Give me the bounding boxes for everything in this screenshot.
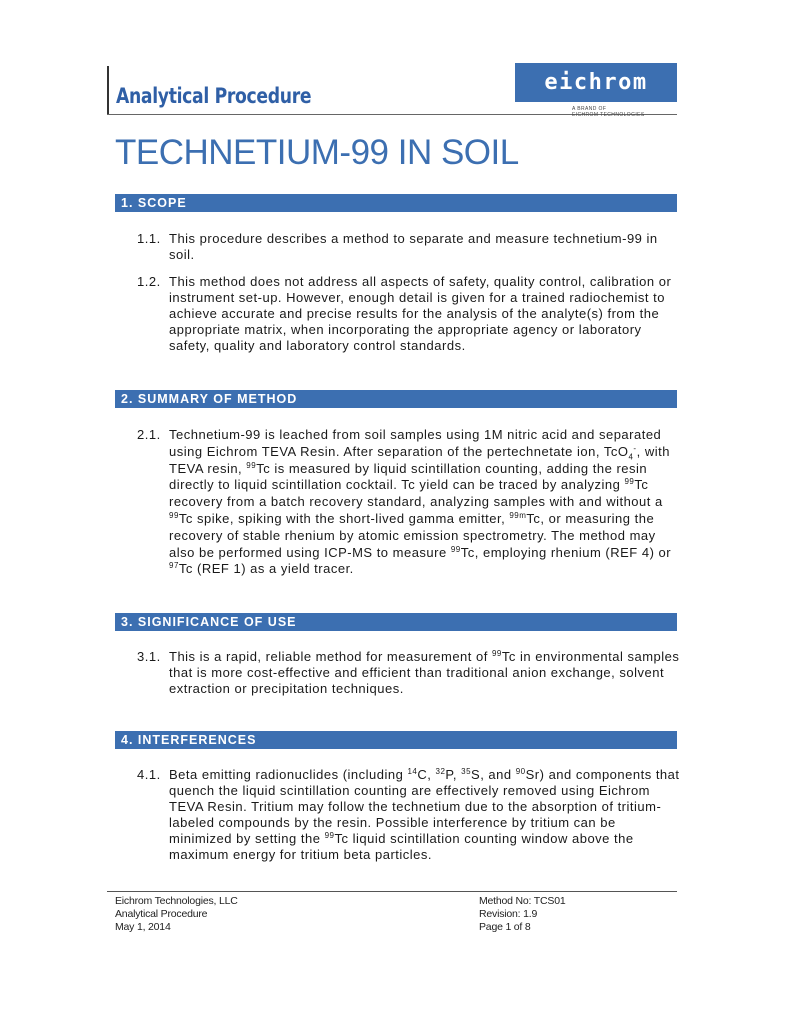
header-label: Analytical Procedure xyxy=(116,84,312,108)
text-run: Tc in environmental samples that is more cost-effective and efficient than traditional anion exchange, solvent extraction or precipitation techniques. xyxy=(169,649,680,696)
footer-method-number: Method No: TCS01 xyxy=(479,895,566,907)
logo-text: eichrom xyxy=(544,70,648,95)
footer-right xyxy=(479,895,566,934)
text-run: Tc (REF 1) as a yield tracer. xyxy=(178,561,354,577)
paragraph-text: This procedure describes a method to separate and measure technetium-99 in soil. xyxy=(169,231,658,262)
section-heading-scope: 1. SCOPE xyxy=(115,194,677,212)
superscript: 90 xyxy=(515,767,526,776)
text-run: Technetium-99 is leached from soil samples using 1M nitric acid and separated using Eichrom TEVA Resin. After separation of the pertechnetate ion, TcO xyxy=(169,427,662,459)
footer-revision: Revision: 1.9 xyxy=(479,908,538,920)
text-run: P, xyxy=(445,767,462,782)
superscript: 14 xyxy=(407,767,418,776)
superscript: - xyxy=(633,443,637,453)
paragraph-number: 3.1. xyxy=(137,649,161,664)
superscript: 99m xyxy=(509,510,527,520)
logo-tagline-line: EICHROM TECHNOLOGIES xyxy=(572,112,645,118)
paragraph-text xyxy=(169,427,682,578)
superscript: 99 xyxy=(169,510,179,520)
text-run: Sr) and components that quench the liquid scintillation counting are effectively removed using Eichrom TEVA Resin. Tritium may follow the technetium due to the absorption of tritium-labeled compounds by the resin. Possible interference by tritium can be minimized by setting the xyxy=(169,767,680,846)
footer-left xyxy=(115,895,238,934)
text-run: S, and xyxy=(471,767,516,782)
paragraph-number: 4.1. xyxy=(137,767,161,782)
paragraph-2-1 xyxy=(137,427,682,578)
section-heading-summary: 2. SUMMARY OF METHOD xyxy=(115,390,677,408)
paragraph-text: This method does not address all aspects of safety, quality control, calibration or instrument set-up. However, enough detail is given for a trained radiochemist to achieve accurate and precise results for the analysis of the analyte(s) from the appropriate matrix, when incorporating the appropriate agency or laboratory safety, quality and laboratory control standards. xyxy=(169,274,672,353)
paragraph-number: 2.1. xyxy=(137,427,161,442)
section-heading-interferences: 4. INTERFERENCES xyxy=(115,731,677,749)
text-run: This is a rapid, reliable method for measurement of xyxy=(169,649,492,664)
document-title: TECHNETIUM-99 IN SOIL xyxy=(115,133,519,172)
text-run: Beta emitting radionuclides (including xyxy=(169,767,408,782)
superscript: 99 xyxy=(491,649,502,658)
paragraph-text xyxy=(169,649,682,697)
superscript: 97 xyxy=(169,561,179,571)
text-run: , with TEVA resin, xyxy=(169,443,670,476)
text-run: C, xyxy=(417,767,436,782)
footer-date: May 1, 2014 xyxy=(115,921,171,933)
footer-divider xyxy=(107,891,677,892)
superscript: 99 xyxy=(450,544,461,554)
paragraph-1-2 xyxy=(137,274,682,354)
paragraph-text xyxy=(169,767,682,863)
superscript: 32 xyxy=(435,767,446,776)
eichrom-logo xyxy=(515,63,677,102)
paragraph-4-1 xyxy=(137,767,682,863)
superscript: 99 xyxy=(246,460,257,470)
text-run: Tc, or measuring the recovery of stable rhenium by atomic emission spectrometry. The method may also be performed using ICP-MS to measure xyxy=(169,510,656,560)
footer-page-number: Page 1 of 8 xyxy=(479,921,531,933)
section-heading-significance: 3. SIGNIFICANCE OF USE xyxy=(115,613,677,631)
paragraph-1-1 xyxy=(137,231,682,263)
logo-tagline xyxy=(572,106,645,118)
paragraph-number: 1.1. xyxy=(137,231,161,246)
text-run: Tc, employing rhenium (REF 4) or xyxy=(460,544,672,560)
footer-company: Eichrom Technologies, LLC xyxy=(115,895,238,907)
text-run: Tc liquid scintillation counting window above the maximum energy for tritium beta particles. xyxy=(169,831,634,862)
text-run: Tc spike, spiking with the short-lived gamma emitter, xyxy=(178,510,510,526)
superscript: 99 xyxy=(324,831,335,840)
text-run: Tc is measured by liquid scintillation counting, adding the resin directly to liquid scintillation cocktail. Tc yield can be traced by analyzing xyxy=(169,460,648,493)
superscript: 35 xyxy=(461,767,472,776)
logo-tagline-line: A BRAND OF xyxy=(572,106,607,112)
paragraph-3-1 xyxy=(137,649,682,697)
header-divider-vertical xyxy=(107,66,109,114)
subscript: 4 xyxy=(628,452,634,462)
footer-doc-type: Analytical Procedure xyxy=(115,908,208,920)
paragraph-number: 1.2. xyxy=(137,274,161,289)
superscript: 99 xyxy=(624,477,635,487)
text-run: Tc recovery from a batch recovery standard, analyzing samples with and without a xyxy=(169,477,663,510)
